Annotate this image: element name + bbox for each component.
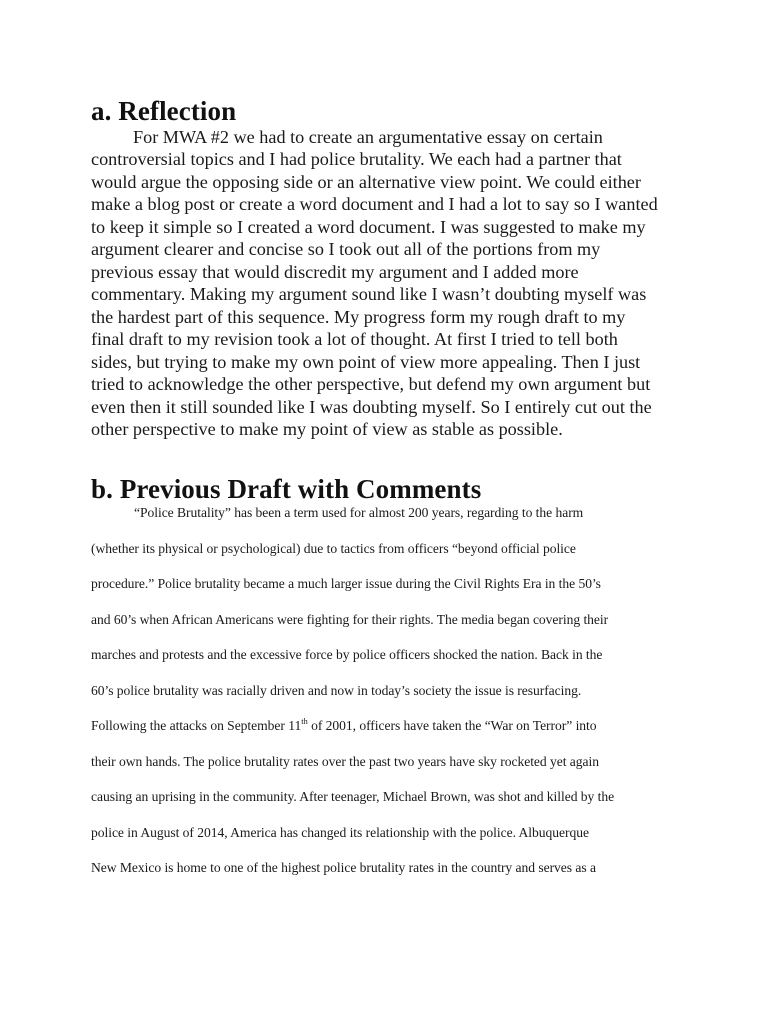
draft-line-text: of 2001, officers have taken the “War on Terror” into: [307, 718, 597, 733]
reflection-line: would argue the opposing side or an alternative view point. We could either: [91, 172, 641, 192]
reflection-line: commentary. Making my argument sound like I wasn’t doubting myself was: [91, 284, 647, 304]
draft-line: marches and protests and the excessive force by police officers shocked the nation. Back in the: [91, 647, 603, 662]
draft-line: (whether its physical or psychological) due to tactics from officers “beyond official police: [91, 541, 576, 556]
reflection-line: For MWA #2 we had to create an argumentative essay on certain: [133, 127, 603, 147]
reflection-line: even then it still sounded like I was doubting myself. So I entirely cut out the: [91, 397, 652, 417]
draft-line: police in August of 2014, America has changed its relationship with the police. Albuquerque: [91, 825, 589, 840]
reflection-line: argument clearer and concise so I took out all of the portions from my: [91, 239, 601, 259]
draft-line: “Police Brutality” has been a term used for almost 200 years, regarding to the harm: [134, 505, 584, 520]
section-heading-previous-draft: b. Previous Draft with Comments: [91, 474, 482, 504]
draft-line: 60’s police brutality was racially driven and now in today’s society the issue is resurfacing.: [91, 683, 582, 698]
section-heading-reflection: a. Reflection: [91, 96, 237, 126]
reflection-line: tried to acknowledge the other perspective, but defend my own argument but: [91, 374, 651, 394]
draft-line: procedure.” Police brutality became a much larger issue during the Civil Rights Era in the 50’s: [91, 576, 601, 591]
reflection-line: controversial topics and I had police brutality. We each had a partner that: [91, 149, 622, 169]
draft-line: their own hands. The police brutality rates over the past two years have sky rocketed yet again: [91, 754, 599, 769]
reflection-line: to keep it simple so I created a word document. I was suggested to make my: [91, 217, 646, 237]
draft-line: and 60’s when African Americans were fighting for their rights. The media began covering their: [91, 612, 609, 627]
reflection-line: make a blog post or create a word document and I had a lot to say so I wanted: [91, 194, 658, 214]
reflection-line: final draft to my revision took a lot of thought. At first I tried to tell both: [91, 329, 618, 349]
reflection-line: previous essay that would discredit my argument and I added more: [91, 262, 579, 282]
reflection-line: sides, but trying to make my own point of view more appealing. Then I just: [91, 352, 641, 372]
draft-line-text: Following the attacks on September 11: [91, 718, 302, 733]
draft-line: [91, 717, 597, 735]
ordinal-superscript: th: [301, 716, 308, 726]
reflection-line: other perspective to make my point of view as stable as possible.: [91, 419, 563, 439]
reflection-line: the hardest part of this sequence. My progress form my rough draft to my: [91, 307, 626, 327]
draft-line: causing an uprising in the community. After teenager, Michael Brown, was shot and killed by the: [91, 789, 615, 804]
draft-line: New Mexico is home to one of the highest police brutality rates in the country and serves as a: [91, 860, 596, 875]
